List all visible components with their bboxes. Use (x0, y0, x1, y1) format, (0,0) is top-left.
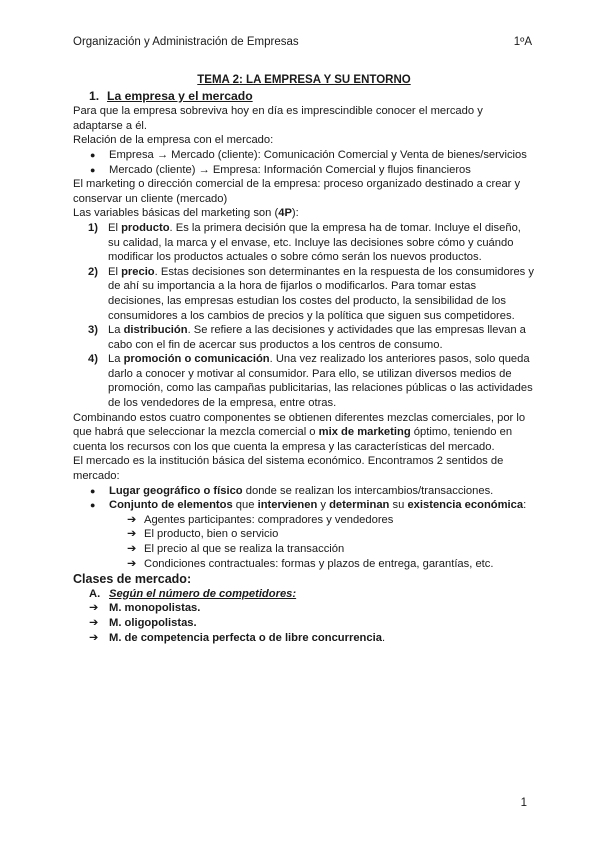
item-text: . Es la primera decisión que la empresa ha de tomar. Incluye el diseño, su calidad, la marca y el envase, etc. Incluye las decisiones sobre cómo y cuándo modificar los productos actuales o sobre cómo serán los nuevos productos. (108, 221, 521, 264)
item-bold: producto (121, 221, 170, 234)
page-title: TEMA 2: LA EMPRESA Y SU ENTORNO (197, 74, 411, 86)
arrow-icon: ➔ (127, 528, 137, 541)
combining-bold: mix de marketing (318, 426, 411, 439)
list-item (73, 527, 535, 542)
list-item (73, 148, 535, 163)
sense-bold: existencia económica (407, 499, 524, 512)
section-heading (89, 89, 535, 104)
sense-text: que (232, 499, 258, 512)
item-number: 4) (88, 353, 98, 366)
header-subject: Organización y Administración de Empresas (73, 36, 299, 48)
bullet-icon: ● (90, 485, 96, 496)
item-bold: distribución (123, 324, 188, 337)
arrow-icon: ➔ (127, 557, 137, 570)
sense-text: y (317, 499, 330, 512)
element-text: El producto, bien o servicio (144, 528, 279, 541)
bullet-icon: ● (90, 149, 96, 160)
list-item (73, 557, 535, 572)
item-number: 3) (88, 324, 98, 337)
list-item (73, 323, 535, 352)
list-item (73, 484, 535, 499)
criterion-letter: A. (89, 587, 101, 600)
sense-text: : (523, 499, 527, 512)
page-number: 1 (520, 797, 527, 809)
item-bold: promoción o comunicación (123, 353, 270, 366)
class-post: . (381, 631, 386, 644)
item-bold: precio (121, 265, 155, 278)
variables-intro (73, 206, 535, 221)
sense-text: donde se realizan los intercambios/transacciones. (242, 484, 494, 497)
variables-post: ): (291, 207, 299, 220)
sense-bold: Lugar geográfico o físico (109, 484, 243, 497)
market-definition: El mercado es la institución básica del sistema económico. Encontramos 2 sentidos de mercado: (73, 455, 504, 483)
list-item (73, 513, 535, 528)
item-pre: El (108, 221, 122, 234)
section-number: 1. (89, 88, 100, 103)
marketing-definition: El marketing o dirección comercial de la empresa: proceso organizado destinado a crear y conservar un cliente (mercado) (73, 178, 521, 205)
sense-bold: intervienen (257, 499, 318, 512)
market-classes-heading: Clases de mercado: (73, 572, 192, 587)
list-item (73, 498, 535, 513)
bullet-icon: ● (90, 500, 96, 511)
list-item (73, 587, 535, 602)
class-label: M. de competencia perfecta o de libre concurrencia (109, 631, 382, 644)
arrow-icon: ➔ (89, 602, 99, 615)
sense-bold: determinan (329, 499, 390, 512)
item-pre: La (108, 324, 124, 337)
element-text: El precio al que se realiza la transacción (144, 543, 345, 555)
sense-text: su (389, 499, 408, 512)
list-item (73, 631, 535, 646)
item-number: 2) (88, 265, 98, 278)
document-body (73, 73, 535, 645)
combining-pre: Combinando estos cuatro componentes se obtienen diferentes mezclas comerciales, por lo que habrá que seleccionar la mezcla comercial o (73, 411, 526, 439)
relation-item-text: Mercado (cliente) → Empresa: Información Comercial y flujos financieros (109, 163, 471, 176)
intro-paragraph: Para que la empresa sobreviva hoy en día es imprescindible conocer el mercado y adaptarse a él. (73, 105, 483, 132)
list-item (73, 542, 535, 557)
arrow-icon: ➔ (127, 543, 137, 555)
variables-bold: 4P (278, 207, 292, 220)
list-item (73, 616, 535, 631)
variables-pre: Las variables básicas del marketing son ( (73, 207, 279, 220)
list-item (73, 163, 535, 178)
element-text: Agentes participantes: compradores y vendedores (144, 513, 394, 526)
element-text: Condiciones contractuales: formas y plazos de entrega, garantías, etc. (144, 557, 494, 570)
class-label: M. monopolistas. (109, 602, 201, 615)
sense-bold: Conjunto de elementos (109, 499, 233, 512)
arrow-icon: ➔ (127, 513, 137, 526)
relation-heading: Relación de la empresa con el mercado: (73, 134, 274, 147)
combining-paragraph (73, 411, 535, 455)
item-text: . Se refiere a las decisiones y actividades que las empresas llevan a cabo con el fin de acercar sus productos a los centros de consumo. (108, 324, 526, 351)
item-pre: La (108, 353, 124, 366)
bullet-icon: ● (90, 164, 96, 175)
header-course: 1ºA (513, 36, 532, 48)
list-item (73, 221, 535, 265)
relation-item-text: Empresa → Mercado (cliente): Comunicación Comercial y Venta de bienes/servicios (109, 148, 527, 161)
section-title: La empresa y el mercado (107, 88, 253, 103)
item-text: . Una vez realizado los anteriores pasos, solo queda darlo a conocer y motivar al consumidor. Para ello, se utilizan diversos medios de promoción, como las campañas publicitarias, las relaciones públicas o las actividades de los vendedores de la empresa, entre otras. (108, 353, 533, 410)
list-item (73, 601, 535, 616)
item-text: . Estas decisiones son determinantes en la respuesta de los consumidores y de ahí su importancia a la hora de fijarlos o modificarlos. Para tomar estas decisiones, las empresas estudian los costes del producto, la sensibilidad de los consumidores a los cambios de precios y la política que siguen sus competidores. (108, 265, 534, 322)
criterion-text: Según el número de competidores: (109, 587, 297, 600)
item-number: 1) (88, 221, 98, 234)
combining-post: óptimo, teniendo en cuenta los recursos con los que cuenta la empresa y las características del mercado. (73, 426, 513, 453)
arrow-icon: ➔ (89, 631, 99, 644)
list-item (73, 352, 535, 410)
arrow-icon: ➔ (89, 616, 99, 629)
list-item (73, 265, 535, 323)
class-label: M. oligopolistas. (109, 616, 197, 629)
item-pre: El (108, 265, 122, 278)
